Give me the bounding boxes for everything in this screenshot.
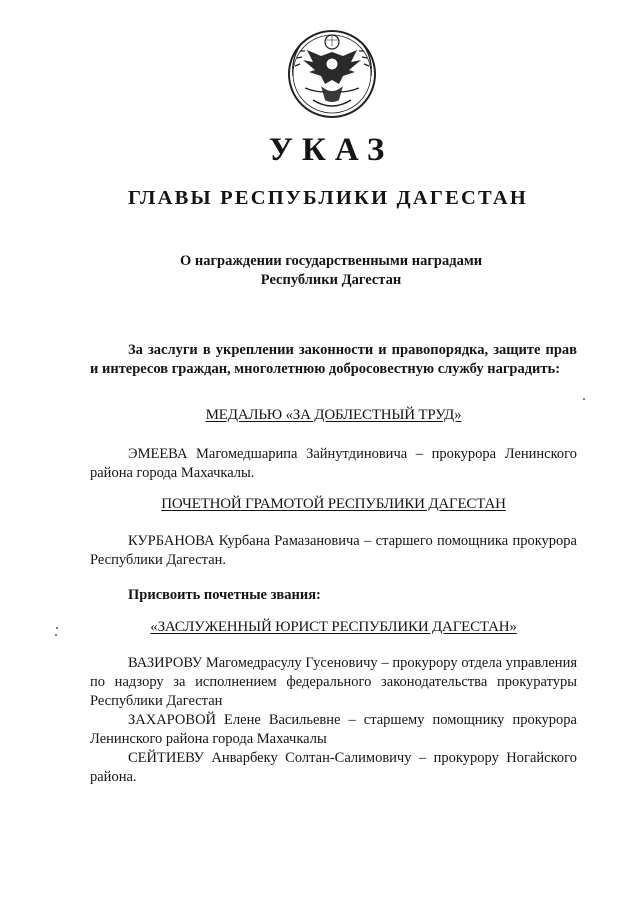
certificate-heading: ПОЧЕТНОЙ ГРАМОТОЙ РЕСПУБЛИКИ ДАГЕСТАН	[161, 496, 506, 512]
honorary-title-heading: «ЗАСЛУЖЕННЫЙ ЮРИСТ РЕСПУБЛИКИ ДАГЕСТАН»	[150, 619, 517, 635]
honorary-awardee: ВАЗИРОВУ Магомедрасулу Гусеновичу – прокурору отдела управления по надзору за исполнением федерального законодательства прокуратуры Республики Дагестан	[90, 655, 577, 709]
scan-speck	[583, 398, 585, 400]
decree-subject	[0, 252, 640, 290]
issuer-title: ГЛАВЫ РЕСПУБЛИКИ ДАГЕСТАН	[128, 187, 528, 209]
honorary-awardee: ЗАХАРОВОЙ Елене Васильевне – старшему помощнику прокурора Ленинского района города Махачкалы	[90, 712, 577, 747]
titles-intro: Присвоить почетные звания:	[128, 587, 321, 603]
coat-of-arms-icon	[285, 26, 379, 120]
scan-speck	[55, 634, 57, 636]
scan-speck	[56, 627, 58, 629]
certificate-awardee: КУРБАНОВА Курбана Рамазановича – старшего помощника прокурора Республики Дагестан.	[90, 533, 577, 568]
medal-heading: МЕДАЛЬЮ «ЗА ДОБЛЕСТНЫЙ ТРУД»	[205, 407, 462, 423]
honorary-awardees-list	[90, 654, 577, 787]
subject-line-1: О награждении государственными наградами	[179, 253, 483, 269]
honorary-awardee: СЕЙТИЕВУ Анварбеку Солтан-Салимовичу – прокурору Ногайского района.	[90, 750, 577, 785]
document-title: УКАЗ	[268, 132, 394, 168]
subject-line-2: Республики Дагестан	[260, 272, 402, 288]
medal-awardee: ЭМЕЕВА Магомедшарипа Зайнутдиновича – прокурора Ленинского района города Махачкалы.	[90, 446, 577, 481]
preamble-text: За заслуги в укреплении законности и правопорядка, защите прав и интересов граждан, многолетнюю добросовестную службу наградить:	[90, 342, 577, 377]
